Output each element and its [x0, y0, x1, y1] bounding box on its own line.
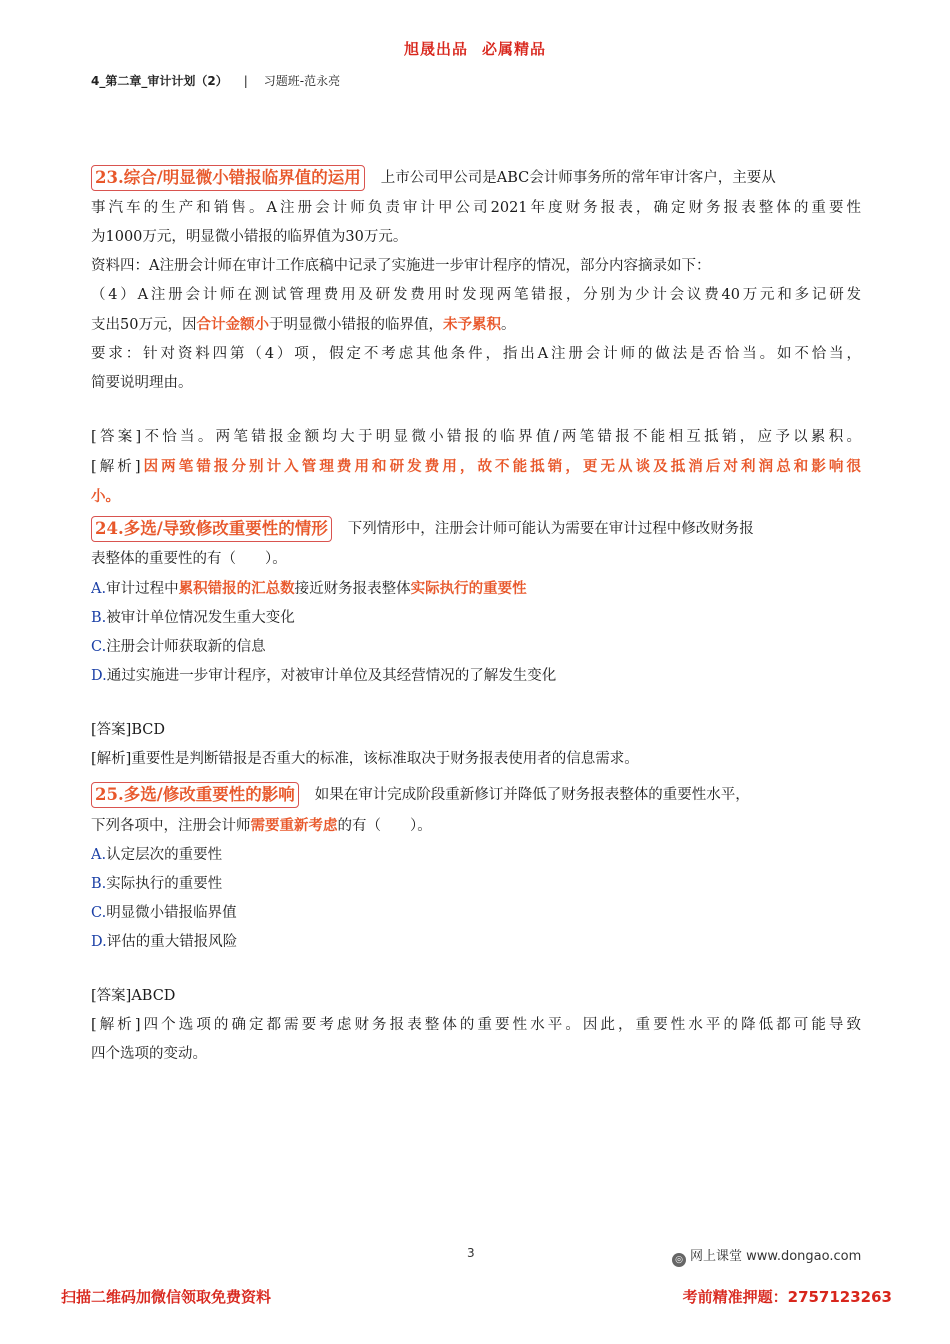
q25-text-2 [91, 811, 861, 841]
q25-text-1: 如果在审计完成阶段重新修订并降低了财务报表整体的重要性水平， [314, 787, 750, 803]
footer-brand [672, 1245, 861, 1267]
q24-answer: [答案]BCD [91, 722, 165, 738]
q24-option-d-label: D. [91, 668, 107, 684]
course-name: 习题班-范永亮 [263, 74, 341, 88]
q25-option-a-label: A. [91, 847, 107, 863]
q24-option-a-text-1: 审计过程中 [106, 581, 179, 597]
q25-analysis-2: 四个选项的变动。 [91, 1046, 207, 1062]
page-header [91, 72, 340, 89]
highlight-not-accumulated: 未予累积 [442, 316, 501, 333]
page-number: 3 [467, 1246, 475, 1260]
q23-text-6 [91, 310, 861, 340]
highlight-reconsider: 需要重新考虑 [250, 817, 338, 834]
chapter-title: 4_第二章_审计计划（2） [91, 74, 228, 88]
highlight-accumulated-sum: 累积错报的汇总数 [178, 580, 295, 597]
q25-option-b-label: B. [91, 876, 107, 892]
q25-title-line [91, 780, 861, 811]
q24-option-b-text: 被审计单位情况发生重大变化 [106, 610, 295, 626]
q24-option-a [91, 574, 861, 604]
q25-text-2c: 的有（ ）。 [337, 818, 432, 834]
promo-exam-tips: 考前精准押题：2757123263 [682, 1288, 892, 1306]
q23-text-1: 上市公司甲公司是ABC会计师事务所的常年审计客户，主要从 [380, 170, 776, 186]
q24-option-b [91, 604, 861, 633]
q25-option-c-label: C. [91, 905, 107, 921]
q25-option-d-text: 评估的重大错报风险 [106, 934, 238, 950]
q23-text-7: 要求：针对资料四第（4）项，假定不考虑其他条件，指出A注册会计师的做法是否恰当。如不恰当， [91, 346, 861, 362]
q25-option-c-text: 明显微小错报临界值 [106, 905, 237, 921]
q24-option-d-text: 通过实施进一步审计程序，对被审计单位及其经营情况的了解发生变化 [106, 668, 557, 684]
q24-option-a-label: A. [91, 581, 107, 597]
watermark-right: 必属精品 [482, 40, 547, 58]
dongao-logo-icon: ◎ [672, 1253, 686, 1267]
q24-title-line [91, 514, 861, 545]
q24-text-2: 表整体的重要性的有（ ）。 [91, 551, 287, 567]
q23-text-8: 简要说明理由。 [91, 375, 193, 391]
q24-title: 24.多选/导致修改重要性的情形 [91, 516, 332, 542]
header-separator: | [243, 74, 248, 88]
promo-wechat: 扫描二维码加微信领取免费资料 [61, 1288, 272, 1306]
q24-option-c-text: 注册会计师获取新的信息 [106, 639, 266, 655]
q23-text-2: 事汽车的生产和销售。A注册会计师负责审计甲公司2021年度财务报表，确定财务报表整体的重要性 [91, 200, 861, 216]
q23-title-line [91, 163, 861, 194]
q24-text-1: 下列情形中，注册会计师可能认为需要在审计过程中修改财务报 [347, 521, 754, 537]
q23-title: 23.综合/明显微小错报临界值的运用 [91, 165, 365, 191]
q23-text-6e: 。 [500, 317, 516, 333]
q25-option-b [91, 870, 861, 899]
highlight-total-amount: 合计金额小 [196, 316, 269, 333]
q25-title: 25.多选/修改重要性的影响 [91, 782, 299, 808]
q23-analysis-label: [解析] [91, 459, 141, 475]
q23-text-5: （4）A注册会计师在测试管理费用及研发费用时发现两笔错报，分别为少计会议费40万元和多记研发 [91, 287, 861, 303]
q23-analysis-text: 因两笔错报分别计入管理费用和研发费用，故不能抵销，更无从谈及抵消后对利润总和影响很 [140, 458, 861, 475]
q25-option-b-text: 实际执行的重要性 [106, 876, 223, 892]
q23-text-3: 为1000万元，明显微小错报的临界值为30万元。 [91, 229, 408, 245]
q23-text-4: 资料四：A注册会计师在审计工作底稿中记录了实施进一步审计程序的情况，部分内容摘录如下： [91, 258, 711, 274]
q25-text-2a: 下列各项中，注册会计师 [91, 818, 251, 834]
q25-option-c [91, 899, 861, 928]
q25-option-d-label: D. [91, 934, 107, 950]
watermark [0, 38, 950, 59]
q24-option-a-text-2: 接近财务报表整体 [294, 581, 411, 597]
q25-answer: [答案]ABCD [91, 988, 176, 1004]
q25-option-a-text: 认定层次的重要性 [106, 847, 223, 863]
footer-brand-text: 网上课堂 www.dongao.com [690, 1249, 862, 1264]
q25-option-d [91, 928, 861, 957]
page-content [91, 163, 861, 1069]
q25-analysis-1: [解析]四个选项的确定都需要考虑财务报表整体的重要性水平。因此，重要性水平的降低都可能导致 [91, 1017, 861, 1033]
q25-option-a [91, 841, 861, 870]
highlight-performance-materiality: 实际执行的重要性 [410, 580, 527, 597]
q24-option-b-label: B. [91, 610, 107, 626]
q23-analysis-2: 小。 [91, 488, 120, 505]
watermark-left: 旭晟出品 [403, 40, 468, 58]
q23-text-6c: 于明显微小错报的临界值， [268, 317, 443, 333]
q24-option-d [91, 662, 861, 691]
q23-analysis-1 [91, 452, 861, 482]
q23-text-6a: 支出50万元，因 [91, 317, 197, 333]
q24-analysis: [解析]重要性是判断错报是否重大的标准，该标准取决于财务报表使用者的信息需求。 [91, 751, 639, 767]
q24-option-c-label: C. [91, 639, 107, 655]
q24-option-c [91, 633, 861, 662]
q23-answer: [答案]不恰当。两笔错报金额均大于明显微小错报的临界值/两笔错报不能相互抵销，应予以累积。 [91, 429, 861, 445]
